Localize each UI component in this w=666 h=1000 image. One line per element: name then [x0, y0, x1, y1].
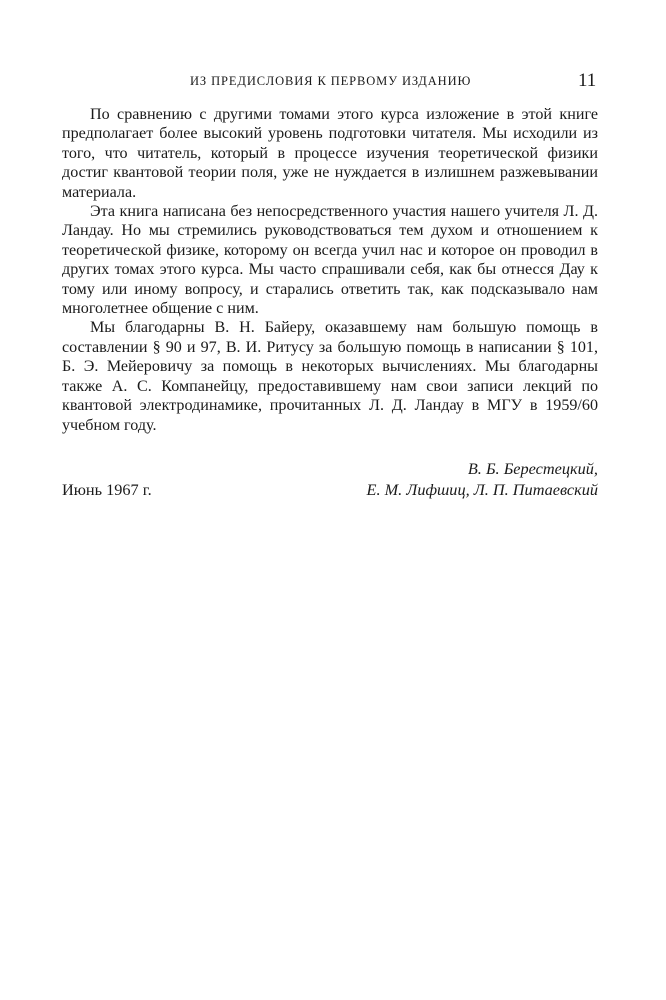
author-line-2: Е. М. Лифшиц, Л. П. Питаевский [366, 480, 598, 499]
paragraph-2: Эта книга написана без непосредственного участия нашего учителя Л. Д. Ландау. Но мы стремились руководствоваться тем духом и отношением к теоретической физике, которому он всегда учил нас и которое он проводил в других томах этого курса. Мы часто спрашивали себя, как бы отнесся Дау к тому или иному вопросу, и старались ответить так, как подсказывало нам многолетнее общение с ним. [62, 203, 598, 318]
page-number: 11 [578, 70, 597, 91]
paragraph-1: По сравнению с другими томами этого курса изложение в этой книге предполагает более высокий уровень подготовки читателя. Мы исходили из того, что читатель, который в процессе изучения теоретической физики достиг квантовой теории поля, уже не нуждается в излишнем разжевывании материала. [62, 106, 598, 201]
preface-text [62, 105, 598, 435]
running-header: ИЗ ПРЕДИСЛОВИЯ К ПЕРВОМУ ИЗДАНИЮ [190, 74, 472, 88]
paragraph-3: Мы благодарны В. Н. Байеру, оказавшему нам большую помощь в составлении § 90 и 97, В. И. Ритусу за большую помощь в написании § 101, Б. Э. Мейеровичу за помощь в некоторых вычислениях. Мы благодарны также А. С. Компанейцу, предоставившему нам свои записи лекций по квантовой электродинамике, прочитанных Л. Д. Ландау в МГУ в 1959/60 учебном году. [62, 319, 598, 434]
signature-block [62, 458, 598, 500]
preface-date: Июнь 1967 г. [62, 480, 152, 499]
signature-row [62, 479, 598, 500]
author-line-1: В. Б. Берестецкий, [467, 459, 598, 478]
